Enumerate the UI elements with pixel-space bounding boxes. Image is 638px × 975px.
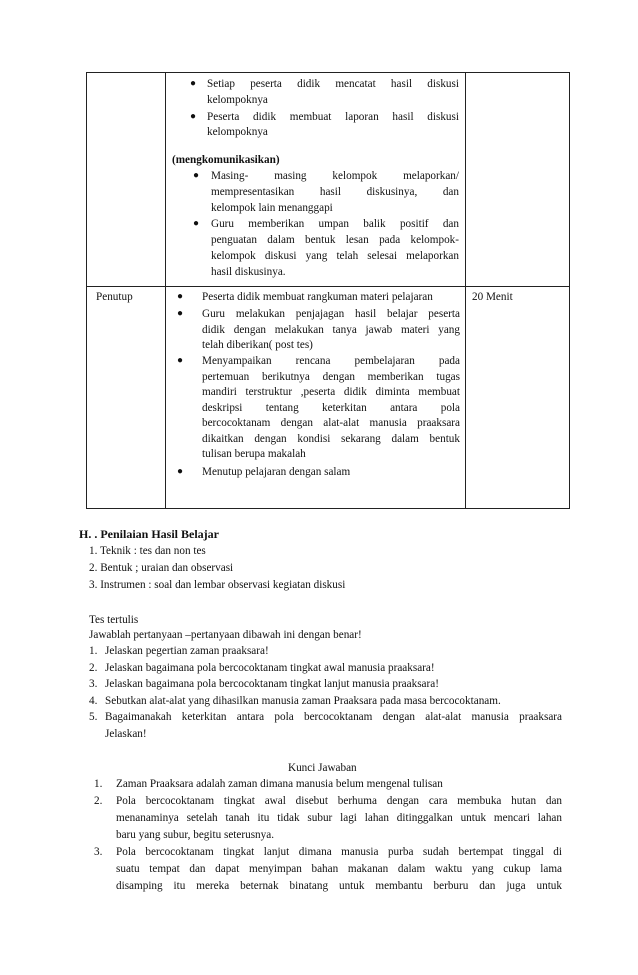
row1-bullet-text: penguatan dalam bentuk lesan pada kelompok- bbox=[211, 234, 459, 246]
row1-bullet-text: kelompoknya bbox=[207, 126, 268, 138]
bullet-icon: ● bbox=[177, 291, 184, 302]
row1-bullet-text: hasil diskusinya. bbox=[211, 266, 286, 278]
answer-text: disamping itu mereka beternak binatang untuk membantu berburu dan juga untuk bbox=[116, 880, 562, 892]
stage-label: Penutup bbox=[96, 291, 133, 303]
row1-bullet-text: kelompok diskusi yang telah selesai melaporkan bbox=[211, 250, 459, 262]
question-number: 3. bbox=[89, 678, 98, 690]
answer-number: 3. bbox=[94, 846, 103, 858]
bullet-icon: ● bbox=[190, 78, 197, 89]
bullet-icon: ● bbox=[190, 111, 197, 122]
assessment-item: 2. Bentuk ; uraian dan observasi bbox=[89, 562, 234, 574]
answer-text: Pola bercocoktanam tingkat lanjut dimana manusia purba sudah bertempat tinggal di bbox=[116, 846, 562, 858]
test-title: Tes tertulis bbox=[89, 614, 139, 626]
closing-bullet-text: didik dengan melakukan tanya jawab materi yang bbox=[202, 324, 460, 336]
closing-bullet-text: Menutup pelajaran dengan salam bbox=[202, 466, 351, 478]
row1-bullet-text: kelompoknya bbox=[207, 94, 268, 106]
question-text: Jelaskan bagaimana pola bercocoktanam tingkat lanjut manusia praaksara! bbox=[105, 678, 439, 690]
bullet-icon: ● bbox=[177, 466, 184, 477]
closing-bullet-text: Peserta didik membuat rangkuman materi pelajaran bbox=[202, 291, 433, 303]
closing-bullet-text: deskripsi tentang keterkitan antara pola bbox=[202, 402, 460, 414]
answer-key-title: Kunci Jawaban bbox=[288, 762, 357, 774]
test-instruction: Jawablah pertanyaan –pertanyaan dibawah ini dengan benar! bbox=[89, 629, 362, 641]
lesson-activity-table bbox=[86, 72, 570, 509]
bullet-icon: ● bbox=[177, 308, 184, 319]
row1-bullet-text: kelompok lain menanggapi bbox=[211, 202, 333, 214]
closing-bullet-text: dikaitkan dengan kondisi sekarang dalam bentuk bbox=[202, 433, 460, 445]
question-number: 4. bbox=[89, 695, 98, 707]
section-h-title: H. . Penilaian Hasil Belajar bbox=[79, 527, 219, 541]
closing-bullet-text: Guru melakukan penjajagan hasil belajar peserta bbox=[202, 308, 460, 320]
closing-bullet-text: telah diberikan( post tes) bbox=[202, 339, 313, 351]
question-text: Bagaimanakah keterkitan antara pola bercocoktanam dengan alat-alat manusia praaksara bbox=[105, 711, 562, 723]
question-text: Jelaskan! bbox=[105, 728, 147, 740]
table-column-divider bbox=[165, 73, 166, 508]
answer-text: Pola bercocoktanam tingkat awal disebut berhuma dengan cara membuka hutan dan bbox=[116, 795, 562, 807]
table-column-divider bbox=[465, 73, 466, 508]
table-row-divider bbox=[87, 286, 569, 287]
closing-bullet-text: mandiri terstruktur ,peserta didik diminta membuat bbox=[202, 386, 460, 398]
bullet-icon: ● bbox=[177, 355, 184, 366]
bullet-icon: ● bbox=[193, 170, 200, 181]
bullet-icon: ● bbox=[193, 218, 200, 229]
answer-number: 2. bbox=[94, 795, 103, 807]
assessment-item: 1. Teknik : tes dan non tes bbox=[89, 545, 206, 557]
question-number: 5. bbox=[89, 711, 98, 723]
question-text: Jelaskan pegertian zaman praaksara! bbox=[105, 645, 269, 657]
question-number: 2. bbox=[89, 662, 98, 674]
closing-bullet-text: Menyampaikan rencana pembelajaran pada bbox=[202, 355, 460, 367]
answer-text: baru yang subur, begitu seterusnya. bbox=[116, 829, 275, 841]
answer-text: suatu tempat dan dapat menyimpan bahan makanan dalam waktu yang cukup lama bbox=[116, 863, 562, 875]
closing-bullet-text: tulisan berupa makalah bbox=[202, 448, 306, 460]
time-label: 20 Menit bbox=[472, 291, 513, 303]
row1-heading: (mengkomunikasikan) bbox=[172, 154, 280, 166]
row1-bullet-text: Masing- masing kelompok melaporkan/ bbox=[211, 170, 459, 182]
closing-bullet-text: bercocoktanam dengan alat-alat manusia praaksara bbox=[202, 417, 460, 429]
row1-bullet-text: Guru memberikan umpan balik positif dan bbox=[211, 218, 459, 230]
row1-bullet-text: Peserta didik membuat laporan hasil diskusi bbox=[207, 111, 459, 123]
question-number: 1. bbox=[89, 645, 98, 657]
question-text: Jelaskan bagaimana pola bercocoktanam tingkat awal manusia praaksara! bbox=[105, 662, 435, 674]
answer-text: Zaman Praaksara adalah zaman dimana manusia belum mengenal tulisan bbox=[116, 778, 443, 790]
row1-bullet-text: mempresentasikan hasil diskusinya, dan bbox=[211, 186, 459, 198]
question-text: Sebutkan alat-alat yang dihasilkan manusia zaman Praaksara pada masa bercocoktanam. bbox=[105, 695, 501, 707]
assessment-item: 3. Instrumen : soal dan lembar observasi kegiatan diskusi bbox=[89, 579, 346, 591]
closing-bullet-text: pertemuan berikutnya dengan memberikan tugas bbox=[202, 371, 460, 383]
answer-number: 1. bbox=[94, 778, 103, 790]
row1-bullet-text: Setiap peserta didik mencatat hasil diskusi bbox=[207, 78, 459, 90]
answer-text: menanaminya setelah tanah itu tidak subur lagi lahan ditinggalkan untuk mencari lahan bbox=[116, 812, 562, 824]
